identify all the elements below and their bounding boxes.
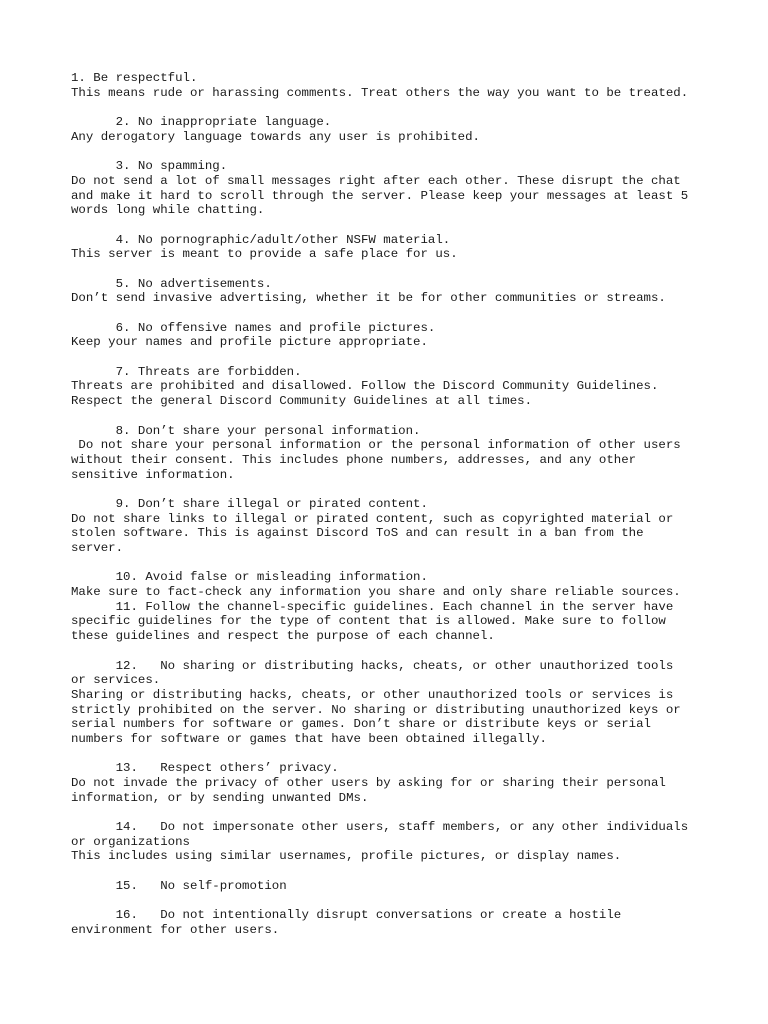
blank-line bbox=[71, 864, 711, 879]
rule-text-line: This server is meant to provide a safe place for us. bbox=[71, 247, 458, 262]
rule-heading: 15. No self-promotion bbox=[71, 878, 287, 893]
rule-heading: 10. Avoid false or misleading information. bbox=[71, 570, 428, 585]
rule-heading: 14. Do not impersonate other users, staff members, or any other individuals bbox=[71, 820, 689, 835]
rule-text-line: Sharing or distributing hacks, cheats, or other unauthorized tools or services is bbox=[71, 687, 674, 702]
blank-line bbox=[71, 556, 711, 571]
rule-text-line: Don’t send invasive advertising, whether it be for other communities or streams. bbox=[71, 291, 666, 306]
rule-heading: 7. Threats are forbidden. bbox=[71, 364, 302, 379]
rule-text-line: Do not send a lot of small messages right after each other. These disrupt the chat bbox=[71, 173, 681, 188]
rule-text-line: This means rude or harassing comments. Treat others the way you want to be treated. bbox=[71, 85, 689, 100]
rule-text-line: Any derogatory language towards any user is prohibited. bbox=[71, 129, 480, 144]
blank-line bbox=[71, 100, 711, 115]
rule-heading: 13. Respect others’ privacy. bbox=[71, 761, 339, 776]
rule-text-line: without their consent. This includes phone numbers, addresses, and any other bbox=[71, 452, 637, 467]
rule-text-line: This includes using similar usernames, profile pictures, or display names. bbox=[71, 849, 622, 864]
blank-line bbox=[71, 805, 711, 820]
blank-line bbox=[71, 262, 711, 277]
rule-heading: 12. No sharing or distributing hacks, cheats, or other unauthorized tools bbox=[71, 658, 674, 673]
rule-text-line: Threats are prohibited and disallowed. Follow the Discord Community Guidelines. bbox=[71, 379, 659, 394]
rule-heading: 2. No inappropriate language. bbox=[71, 115, 332, 130]
rule-text-line: stolen software. This is against Discord ToS and can result in a ban from the bbox=[71, 526, 644, 541]
rule-text-line: these guidelines and respect the purpose of each channel. bbox=[71, 629, 495, 644]
blank-line bbox=[71, 144, 711, 159]
rule-text-line: Make sure to fact-check any information you share and only share reliable sources. bbox=[71, 585, 681, 600]
rule-heading: 16. Do not intentionally disrupt conversations or create a hostile bbox=[71, 908, 622, 923]
blank-line bbox=[71, 894, 711, 909]
rule-text-line: sensitive information. bbox=[71, 467, 235, 482]
rule-heading: 1. Be respectful. bbox=[71, 71, 198, 85]
blank-line bbox=[71, 218, 711, 233]
blank-line bbox=[71, 409, 711, 424]
rule-text-line: Keep your names and profile picture appropriate. bbox=[71, 335, 428, 350]
blank-line bbox=[71, 482, 711, 497]
rule-text-line: environment for other users. bbox=[71, 922, 280, 937]
rule-text-line: or services. bbox=[71, 673, 161, 688]
rule-text-line: or organizations bbox=[71, 834, 190, 849]
rule-text-line: Do not share links to illegal or pirated content, such as copyrighted material or bbox=[71, 511, 674, 526]
rule-text-line: serial numbers for software or games. Don’t share or distribute keys or serial bbox=[71, 717, 651, 732]
rule-text-line: words long while chatting. bbox=[71, 203, 265, 218]
rule-heading: 11. Follow the channel-specific guidelines. Each channel in the server have bbox=[71, 599, 674, 614]
rule-heading: 9. Don’t share illegal or pirated content. bbox=[71, 496, 428, 511]
rule-text-line: information, or by sending unwanted DMs. bbox=[71, 790, 369, 805]
rule-heading: 3. No spamming. bbox=[71, 159, 228, 174]
rule-heading: 5. No advertisements. bbox=[71, 276, 272, 291]
rule-text-line: and make it hard to scroll through the server. Please keep your messages at least 5 bbox=[71, 188, 689, 203]
rule-text-line: Do not share your personal information or the personal information of other users bbox=[71, 438, 681, 453]
rules-text bbox=[71, 71, 711, 938]
rule-text-line: Respect the general Discord Community Guidelines at all times. bbox=[71, 394, 533, 409]
blank-line bbox=[71, 644, 711, 659]
rule-heading: 6. No offensive names and profile pictures. bbox=[71, 320, 436, 335]
blank-line bbox=[71, 306, 711, 321]
rule-heading: 4. No pornographic/adult/other NSFW material. bbox=[71, 232, 451, 247]
rule-text-line: strictly prohibited on the server. No sharing or distributing unauthorized keys or bbox=[71, 702, 681, 717]
rule-text-line: numbers for software or games that have been obtained illegally. bbox=[71, 731, 547, 746]
rule-text-line: server. bbox=[71, 541, 124, 555]
rule-heading: 8. Don’t share your personal information. bbox=[71, 423, 421, 438]
blank-line bbox=[71, 350, 711, 365]
rule-text-line: specific guidelines for the type of content that is allowed. Make sure to follow bbox=[71, 614, 666, 629]
blank-line bbox=[71, 747, 711, 762]
rule-text-line: Do not invade the privacy of other users by asking for or sharing their personal bbox=[71, 776, 666, 790]
